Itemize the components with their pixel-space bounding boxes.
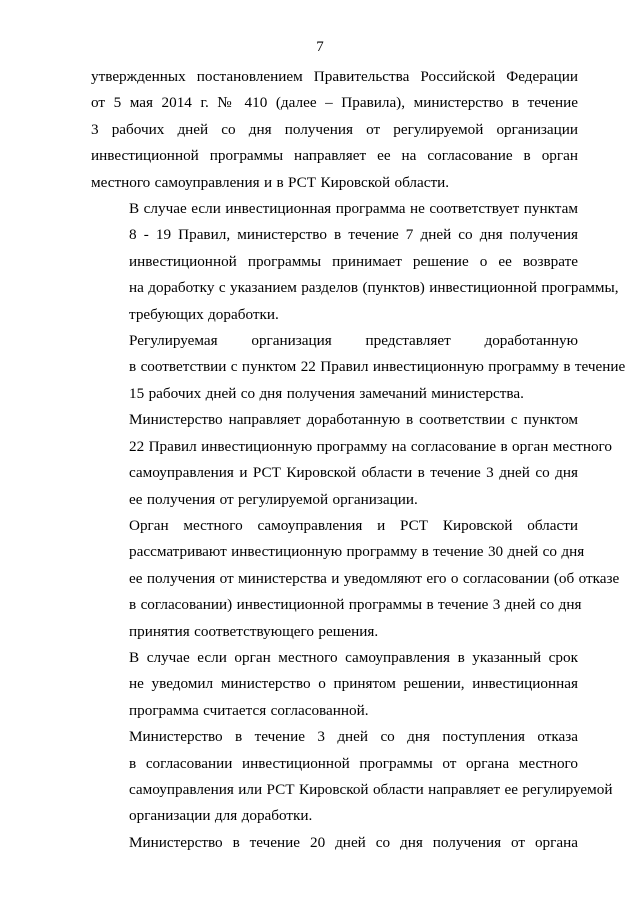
text-line: утвержденных постановлением Правительства Российской Федерации (91, 68, 578, 85)
text-line: Орган местного самоуправления и РСТ Кировской области (129, 516, 578, 534)
paragraph-8 (91, 830, 578, 856)
text-line: в согласовании) инвестиционной программы в течение 3 дней со дня (129, 596, 582, 614)
text-line: не уведомил министерство о принятом решении, инвестиционная (129, 675, 578, 693)
paragraph-1 (91, 64, 578, 196)
text-line: программа считается согласованной. (129, 701, 369, 719)
text-line: 22 Правил инвестиционную программу на согласование в орган местного (129, 437, 612, 455)
paragraph-6 (91, 645, 578, 724)
text-line: В случае если орган местного самоуправления в указанный срок (129, 648, 578, 666)
text-line: в согласовании инвестиционной программы от органа местного (129, 754, 578, 772)
text-line: ее получения от министерства и уведомляют его о согласовании (об отказе (129, 569, 620, 587)
text-line: Министерство направляет доработанную в соответствии с пунктом (129, 411, 578, 429)
text-line: инвестиционной программы принимает решение о ее возврате (129, 252, 578, 270)
text-line: 15 рабочих дней со дня получения замечаний министерства. (129, 384, 524, 402)
text-line: рассматривают инвестиционную программу в течение 30 дней со дня (129, 543, 585, 561)
page-number: 7 (316, 39, 324, 55)
text-line: Министерство в течение 3 дней со дня поступления отказа (129, 728, 578, 746)
paragraph-3 (91, 328, 626, 407)
text-line: от 5 мая 2014 г. № 410 (далее – Правила), министерство в течение (91, 94, 578, 112)
paragraph-5 (91, 513, 620, 645)
text-line: Министерство в течение 20 дней со дня получения от органа (129, 833, 578, 851)
paragraph-7 (91, 724, 613, 830)
text-line: ее получения от регулируемой организации. (129, 490, 418, 508)
text-line: самоуправления или РСТ Кировской области направляет ее регулируемой (129, 780, 613, 798)
text-line: В случае если инвестиционная программа не соответствует пунктам (129, 200, 578, 218)
text-line: требующих доработки. (129, 305, 279, 323)
text-line: самоуправления и РСТ Кировской области в течение 3 дней со дня (129, 464, 578, 482)
text-line: Регулируемая организация представляет доработанную (129, 332, 578, 350)
text-line: организации для доработки. (129, 807, 313, 825)
document-body (91, 64, 626, 856)
paragraph-2 (91, 196, 619, 328)
paragraph-4 (91, 407, 612, 513)
text-line: 8 - 19 Правил, министерство в течение 7 дней со дня получения (129, 226, 578, 244)
text-line: инвестиционной программы направляет ее на согласование в орган (91, 147, 578, 165)
text-line: 3 рабочих дней со дня получения от регулируемой организации (91, 120, 578, 138)
text-line: местного самоуправления и в РСТ Кировской области. (91, 173, 450, 191)
text-line: на доработку с указанием разделов (пунктов) инвестиционной программы, (129, 279, 619, 297)
text-line: в соответствии с пунктом 22 Правил инвестиционную программу в течение (129, 358, 626, 376)
text-line: принятия соответствующего решения. (129, 622, 379, 640)
